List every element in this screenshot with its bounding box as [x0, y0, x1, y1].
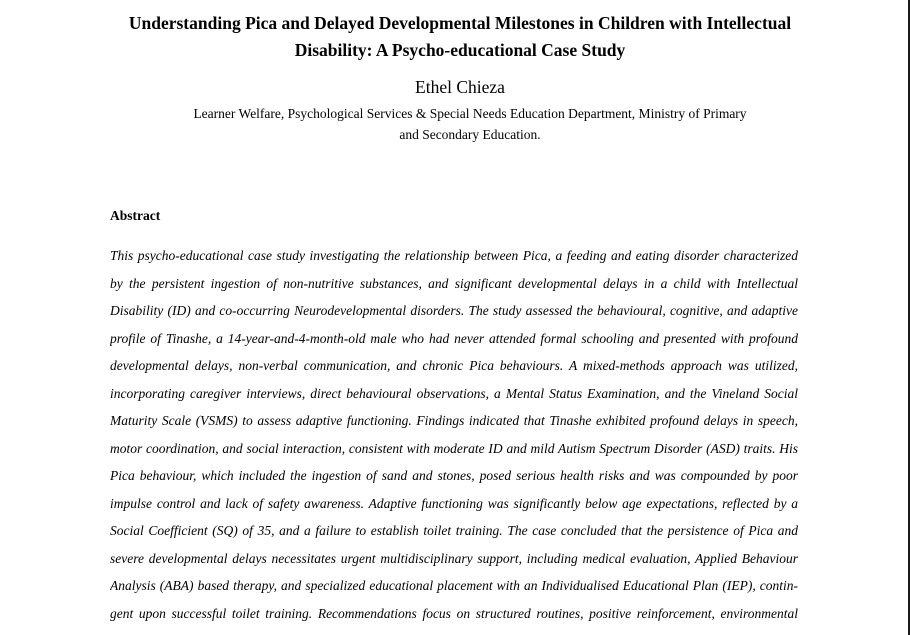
abstract-line: gent upon successful toilet training. Recommendations focus on structured routines, positive reinforcement, environmental	[110, 605, 798, 621]
abstract-body	[110, 242, 798, 627]
abstract-line: profile of Tinashe, a 14-year-and-4-month-old male who had never attended formal schooling and presented with profound	[110, 330, 798, 346]
abstract-line: impulse control and lack of safety awareness. Adaptive functioning was significantly below age expectations, reflected by a	[110, 495, 798, 511]
abstract-line: Analysis (ABA) based therapy, and specialized educational placement with an Individualised Educational Plan (IEP), contin-	[110, 578, 798, 593]
title-line-2: Disability: A Psycho-educational Case Study	[294, 40, 626, 60]
abstract-line: This psycho-educational case study investigating the relationship between Pica, a feeding and eating disorder characterized	[110, 248, 798, 263]
author-name: Ethel Chieza	[415, 77, 505, 97]
abstract-line: motor coordination, and social interaction, consistent with moderate ID and mild Autism Spectrum Disorder (ASD) traits. His	[110, 440, 798, 456]
abstract-line: by the persistent ingestion of non-nutritive substances, and significant developmental delays in a child with Intellectual	[110, 275, 798, 291]
affiliation-line-1: Learner Welfare, Psychological Services & Special Needs Education Department, Ministry of Primary	[193, 106, 747, 121]
author-affiliation	[150, 103, 790, 145]
title-line-1: Understanding Pica and Delayed Developmental Milestones in Children with Intellectual	[128, 13, 792, 33]
abstract-line: Pica behaviour, which included the ingestion of sand and stones, posed serious health risks and was compounded by poor	[110, 468, 798, 483]
affiliation-line-2: and Secondary Education.	[399, 127, 541, 142]
abstract-line: severe developmental delays necessitates urgent multidisciplinary support, including medical evaluation, Applied Behaviour	[110, 550, 798, 566]
abstract-heading: Abstract	[110, 208, 161, 223]
abstract-line: developmental delays, non-verbal communication, and chronic Pica behaviours. A mixed-methods approach was utilized,	[110, 358, 798, 373]
abstract-line: Maturity Scale (VSMS) to assess adaptive functioning. Findings indicated that Tinashe exhibited profound delays in speech,	[110, 413, 798, 428]
abstract-line: incorporating caregiver interviews, direct behavioural observations, a Mental Status Examination, and the Vineland Social	[110, 385, 798, 401]
abstract-line: Disability (ID) and co-occurring Neurodevelopmental disorders. The study assessed the behavioural, cognitive, and adaptive	[110, 303, 798, 318]
abstract-line: Social Coefficient (SQ) of 35, and a failure to establish toilet training. The case concluded that the persistence of Pica and	[110, 523, 798, 538]
paper-title	[60, 10, 860, 64]
